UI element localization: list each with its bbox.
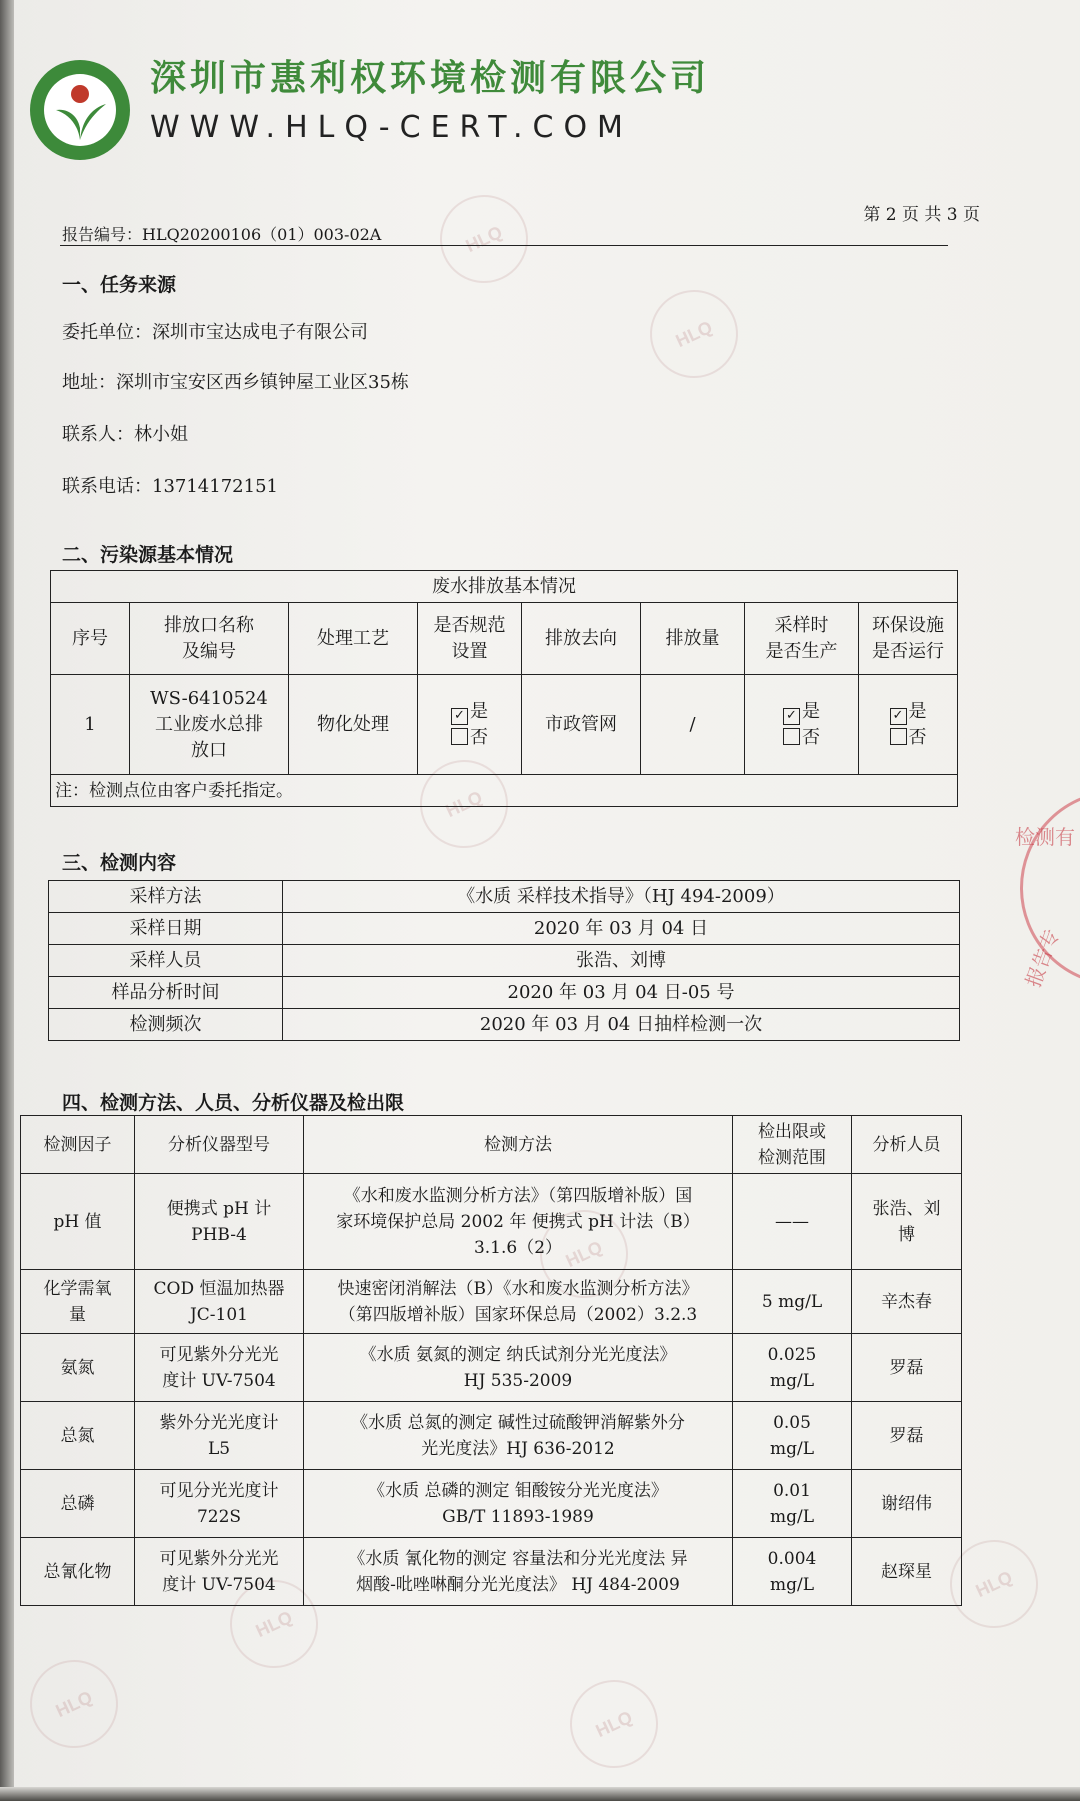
client-line: 委托单位：深圳市宝达成电子有限公司: [62, 322, 368, 343]
instrument-cell: 紫外分光光度计 L5: [135, 1402, 304, 1470]
content-value: 2020 年 03 月 04 日: [283, 913, 960, 945]
watermark-hlq: HLQ: [406, 746, 523, 863]
factor-cell: 总氰化物: [21, 1538, 135, 1606]
unchecked-box-icon: [783, 728, 800, 745]
instrument-cell: 可见分光光度计 722S: [135, 1470, 304, 1538]
report-number: 报告编号：HLQ20200106（01）003-02A: [62, 225, 382, 244]
analyst-cell: 罗磊: [852, 1334, 962, 1402]
watermark-hlq: HLQ: [936, 1526, 1053, 1643]
limit-cell: 0.05 mg/L: [733, 1402, 852, 1470]
header-cell: 采样时 是否生产: [745, 603, 859, 675]
detection-content-table: [48, 880, 960, 1041]
header-cell: 排放口名称 及编号: [130, 603, 289, 675]
phone-line: 联系电话：13714172151: [62, 476, 278, 497]
header-cell: 是否规范 设置: [418, 603, 522, 675]
section-methods-title: 四、检测方法、人员、分析仪器及检出限: [62, 1092, 405, 1114]
checked-box-icon: ✓: [783, 708, 800, 725]
watermark-hlq: HLQ: [526, 1196, 643, 1313]
volume: /: [641, 675, 745, 775]
header-cell: 排放量: [641, 603, 745, 675]
method-cell: 《水质 总磷的测定 钼酸铵分光光度法》 GB/T 11893-1989: [304, 1470, 733, 1538]
process: 物化处理: [289, 675, 418, 775]
watermark-hlq: HLQ: [16, 1646, 133, 1763]
section-task-title: 一、任务来源: [62, 274, 177, 296]
analyst-cell: 赵琛星: [852, 1538, 962, 1606]
header-divider: [60, 245, 948, 246]
header-cell: 处理工艺: [289, 603, 418, 675]
factor-cell: 总磷: [21, 1470, 135, 1538]
page-number: 第 2 页 共 3 页: [863, 205, 980, 225]
header-cell: 序号: [51, 603, 130, 675]
destination: 市政管网: [522, 675, 641, 775]
standard-checkboxes: ✓ 是 否: [418, 675, 522, 775]
limit-cell: 0.025 mg/L: [733, 1334, 852, 1402]
address-line: 地址：深圳市宝安区西乡镇钟屋工业区35栋: [62, 372, 409, 393]
limit-cell: 0.004 mg/L: [733, 1538, 852, 1606]
content-label: 采样方法: [49, 881, 283, 913]
official-stamp: [1015, 790, 1080, 991]
stamp-text-bottom: 报告专: [1020, 925, 1064, 991]
method-cell: 《水质 总氮的测定 碱性过硫酸钾消解紫外分 光光度法》HJ 636-2012: [304, 1402, 733, 1470]
content-label: 样品分析时间: [49, 977, 283, 1009]
header-cell: 环保设施 是否运行: [859, 603, 958, 675]
factor-cell: 氨氮: [21, 1334, 135, 1402]
watermark-hlq: HLQ: [216, 1566, 333, 1683]
method-cell: 《水质 氰化物的测定 容量法和分光光度法 异 烟酸-吡唑啉酮分光光度法》 HJ 484-2009: [304, 1538, 733, 1606]
instrument-cell: 可见紫外分光光 度计 UV-7504: [135, 1334, 304, 1402]
method-cell: 《水质 氨氮的测定 纳氏试剂分光光度法》 HJ 535-2009: [304, 1334, 733, 1402]
outlet-name: WS-6410524 工业废水总排 放口: [130, 675, 289, 775]
analyst-cell: 张浩、刘 博: [852, 1174, 962, 1270]
facility-checkboxes: ✓ 是 否: [859, 675, 958, 775]
watermark-hlq: HLQ: [556, 1666, 673, 1783]
page-shadow-bottom: [0, 1787, 1080, 1801]
content-value: 2020 年 03 月 04 日抽样检测一次: [283, 1009, 960, 1041]
instrument-cell: COD 恒温加热器 JC-101: [135, 1270, 304, 1334]
factor-cell: 化学需氧 量: [21, 1270, 135, 1334]
method-cell: 快速密闭消解法（B）《水和废水监测分析方法》 （第四版增补版）国家环保总局（2002）3.2.3: [304, 1270, 733, 1334]
header-cell: 排放去向: [522, 603, 641, 675]
page-shadow-left: [0, 0, 14, 1801]
instrument-cell: 便携式 pH 计 PHB-4: [135, 1174, 304, 1270]
stamp-text-top: 检测有: [1015, 825, 1075, 849]
factor-cell: pH 值: [21, 1174, 135, 1270]
limit-cell: ——: [733, 1174, 852, 1270]
header-cell: 分析仪器型号: [135, 1116, 304, 1174]
content-label: 采样日期: [49, 913, 283, 945]
company-logo-icon: [28, 58, 132, 162]
content-value: 《水质 采样技术指导》（HJ 494-2009）: [283, 881, 960, 913]
header-cell: 分析人员: [852, 1116, 962, 1174]
watermark-hlq: HLQ: [636, 276, 753, 393]
checked-box-icon: ✓: [451, 708, 468, 725]
unchecked-box-icon: [890, 728, 907, 745]
content-label: 检测频次: [49, 1009, 283, 1041]
company-url: WWW.HLQ-CERT.COM: [150, 110, 633, 145]
method-cell: 《水和废水监测分析方法》（第四版增补版）国 家环境保护总局 2002 年 便携式 pH 计法（B） 3.1.6（2）: [304, 1174, 733, 1270]
header-cell: 检测方法: [304, 1116, 733, 1174]
checked-box-icon: ✓: [890, 708, 907, 725]
content-label: 采样人员: [49, 945, 283, 977]
unchecked-box-icon: [451, 728, 468, 745]
content-value: 张浩、刘博: [283, 945, 960, 977]
analyst-cell: 谢绍伟: [852, 1470, 962, 1538]
production-checkboxes: ✓ 是 否: [745, 675, 859, 775]
header-cell: 检测因子: [21, 1116, 135, 1174]
table-title: 废水排放基本情况: [51, 571, 958, 603]
wastewater-table: [50, 570, 958, 807]
section-pollution-title: 二、污染源基本情况: [62, 544, 234, 566]
header-cell: 检出限或 检测范围: [733, 1116, 852, 1174]
methods-table: [20, 1115, 962, 1606]
content-value: 2020 年 03 月 04 日-05 号: [283, 977, 960, 1009]
company-name: 深圳市惠利权环境检测有限公司: [150, 58, 711, 99]
analyst-cell: 辛杰春: [852, 1270, 962, 1334]
row-number: 1: [51, 675, 130, 775]
watermark-hlq: HLQ: [426, 181, 543, 298]
analyst-cell: 罗磊: [852, 1402, 962, 1470]
instrument-cell: 可见紫外分光光 度计 UV-7504: [135, 1538, 304, 1606]
limit-cell: 0.01 mg/L: [733, 1470, 852, 1538]
contact-line: 联系人：林小姐: [62, 424, 188, 445]
limit-cell: 5 mg/L: [733, 1270, 852, 1334]
table-note: 注：检测点位由客户委托指定。: [51, 775, 958, 807]
section-content-title: 三、检测内容: [62, 852, 177, 874]
factor-cell: 总氮: [21, 1402, 135, 1470]
